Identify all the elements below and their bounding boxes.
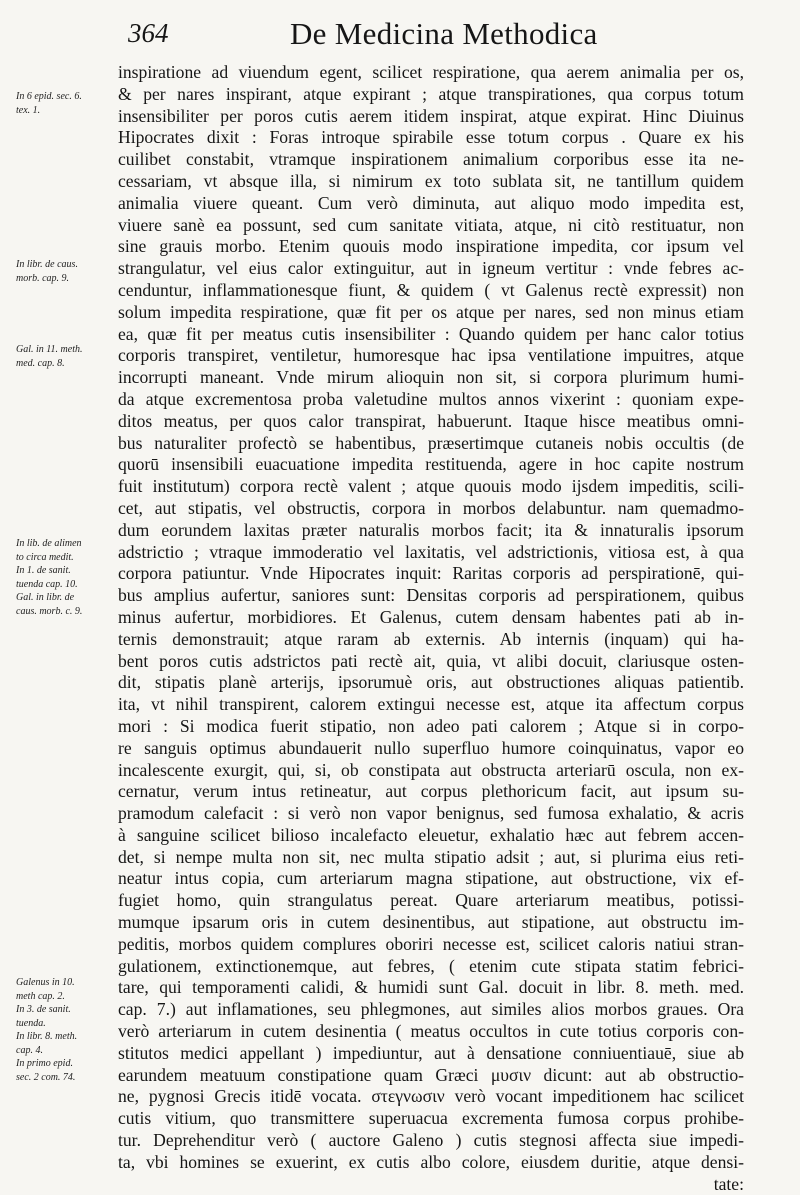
text-line: ne, pygnosi Grecis itidē vocata. στεγνωσιν verò vocant impeditionem hac scilicet [118,1086,744,1107]
margin-note-line: morb. cap. 9. [16,272,70,284]
running-title: De Medicina Methodica [290,16,598,51]
text-line: adstrictio ; vtraque immoderatio vel laxitatis, vel adstrictionis, vitiosa est, à qua [118,541,744,562]
text-line: det, si nempe multa non sit, nec multa stipatio adsit ; aut, si plurima eius reti- [118,846,744,867]
text-line: cet, aut stipatis, vel obstructis, corpora in morbos delabuntur. nam quemadmo- [118,497,744,518]
text-line: neatur intus copia, cum arteriarum magna stipatione, aut obstructione, vix ef- [118,868,744,889]
page-number: 364 [128,18,169,48]
margin-note-line: In lib. de alimen [16,538,82,549]
text-line: earundem meatuum constipatione quam Græci μυσιν dicunt: aut ab obstructio- [118,1064,744,1085]
margin-note-line: meth cap. 2. [16,990,65,1002]
text-line: ternis demonstrauit; atque raram ab externis. Ab internis (inquam) qui ha- [118,628,744,649]
margin-note-line: Gal. in libr. de [16,592,75,603]
text-line: solum impedita respiratione, quæ fit per os atque per nares, sed non minus etiam [118,301,744,322]
text-line: mumque ipsarum oris in cutem desinentibus, aut stipatione, aut obstructu im- [118,912,744,933]
margin-note-line: In libr. de caus. [16,259,78,270]
text-line: insensibiliter per poros cutis aerem itidem inspirat, atque expirat. Hinc Diuinus [118,105,744,126]
text-line: verò arteriarum in cutem desinentia ( meatus occultos in cute totius corporis con- [118,1021,744,1042]
margin-note [16,258,116,285]
margin-note [16,90,116,117]
text-line: bus amplius aufertur, saniores sunt: Densitas corporis ad perspirationem, quibus [118,585,744,606]
margin-note [16,537,116,618]
margin-note [16,976,116,1084]
margin-note-line: tuenda. [16,1017,46,1029]
text-line: animalia viuere queant. Cum verò diminuta, aut aliquo modo impedita est, [118,192,744,213]
text-line: cernatur, verum intus retineatur, aut corpus plethoricum facit, aut ipsum su- [118,781,744,802]
text-line: bus naturaliter profectò se habentibus, præsertimque cutaneis nobis occultis (de [118,432,744,453]
margin-note [16,343,116,370]
margin-note-line: Gal. in 11. meth. [16,344,83,355]
text-line: tare, qui temporamenti calidi, & humidi sunt Gal. docuit in libr. 8. meth. med. [118,977,744,998]
text-line: stitutos medici appellant ) impediuntur, aut à densatione conniuentiauē, siue ab [118,1042,744,1063]
text-line: minus aufertur, morbidiores. Et Galenus, cutem densam habentes pati ab in- [118,606,744,627]
margin-note-line: In 3. de sanit. [16,1004,71,1015]
text-line: & per nares inspirant, atque expirant ; atque transpirationes, qua corpus totum [118,83,744,104]
text-line: fugiet homo, quin strangulatus pereat. Quare arteriarum meatibus, potissi- [118,890,744,911]
margin-note-line: In libr. 8. meth. [16,1031,78,1042]
text-line: cap. 7.) aut inflamationes, seu phlegmones, aut similes alios morbos graues. Ora [118,999,744,1020]
text-line: ita, vt nihil transpirent, calorem extingui necesse est, atque ita affectum corpus [118,694,744,715]
text-line: da atque excrementosa proba valetudine multos annos vixerint : quoniam expe- [118,388,744,409]
text-line: peditis, morbos quidem complures oboriri necesse est, scilicet caloris natiui stran- [118,933,744,954]
text-line: cenduntur, inflammationesque fiunt, & quidem ( vt Galenus rectè expressit) non [118,279,744,300]
margin-note-line: sec. 2 com. 74. [16,1071,76,1083]
text-line: inspiratione ad viuendum egent, scilicet respiratione, qua aerem animalia per os, [118,62,744,82]
margin-note-line: cap. 4. [16,1044,43,1056]
margin-note-line: to circa medit. [16,551,74,563]
text-line: corpora patiuntur. Vnde Hipocrates inquit: Raritas corporis ad perspirationē, qui- [118,563,744,584]
text-line: sine grauis morbo. Etenim quouis modo inspiratione impedita, cor ipsum vel [118,236,744,257]
main-text-block [118,62,744,1195]
text-line: viuere sanè ea possunt, sed cum sanitate vitiata, atque, ni citò restituatur, non [118,214,744,235]
text-line: re sanguis optimus abundauerit nullo superfluo humore coinquinatus, vapor eo [118,737,744,758]
text-line: bent poros cutis adstrictos pati rectè ait, quia, vt alibi docuit, clariusque osten- [118,650,744,671]
page-header [120,12,760,56]
margin-note-line: med. cap. 8. [16,357,65,369]
text-line: tate: [713,1173,744,1194]
text-line: tur. Deprehenditur verò ( auctore Galeno ) cutis stegnosi affecta siue impedi- [118,1130,744,1151]
text-line: ditos meatus, per quos calor transpirat, habuerunt. Itaque hisce meatibus omni- [118,410,744,431]
text-line: fuit institutum) corpora rectè valent ; atque quouis modo ijsdem impeditis, scili- [118,476,744,497]
text-line: cessariam, vt absque illa, si nimirum ex toto sublata sit, ne tantillum quidem [118,170,744,191]
margin-note-line: Galenus in 10. [16,977,75,988]
text-line: gulationem, extinctionemque, aut febres, ( etenim cute stipata statim febrici- [118,955,744,976]
text-line: ta, vbi homines se exuerint, ex cutis albo colore, eiusdem duritie, atque densi- [118,1151,744,1172]
text-line: incalescente exurgit, qui, si, ob constipata aut obstructa arteriarū oscula, non ex- [118,759,744,780]
margin-note-line: In 6 epid. sec. 6. [16,91,82,102]
margin-note-line: In primo epid. [16,1058,73,1069]
text-line: dum eorundem laxitas præter naturalis morbos facit; ita & innaturalis ipsorum [118,519,744,540]
margin-note-line: caus. morb. c. 9. [16,605,83,617]
text-line: cutis vitium, quo transmittere superuacua excrementa fumosa corpus prohibe- [118,1108,744,1129]
margin-note-line: tex. 1. [16,104,41,116]
text-line: quorū insensibili euacuatione impedita restituenda, agere in hoc capite nostrum [118,454,744,475]
text-line: dit, stipatis planè arterijs, ipsorumuè oris, aut obstructiones aliquas patientib. [118,672,744,693]
margin-note-line: tuenda cap. 10. [16,578,78,590]
text-line: corporis transpiret, ventiletur, humoresque hac ipsa ventilatione impuitres, atque [118,345,744,366]
text-line: incorrupti maneant. Vnde mirum alioquin non sit, si corpora plurimum humi- [118,367,744,388]
text-line: Hipocrates dixit : Foras introque spirabile esse totum corpus . Quare ex his [118,127,744,148]
text-line: pramodum calefacit : si verò non vapor benignus, sed fumosa exhalatio, & acris [118,803,744,824]
text-line: à sanguine scilicet bilioso incalefacto eleuetur, exhalatio hæc aut febrem accen- [118,824,744,845]
text-line: ea, quæ fit per meatus cutis insensibiliter : Quando quidem per hanc calor totius [118,323,744,344]
margin-note-line: In 1. de sanit. [16,565,71,576]
text-line: cuilibet constabit, vtramque inspirationem animalium corporibus esse ita ne- [118,149,744,170]
text-line: mori : Si modica fuerit stipatio, non adeo pati calorem ; Atque si in corpo- [118,715,744,736]
text-line: strangulatur, vel eius calor extinguitur, aut in igneum vertitur : vnde febres ac- [118,258,744,279]
